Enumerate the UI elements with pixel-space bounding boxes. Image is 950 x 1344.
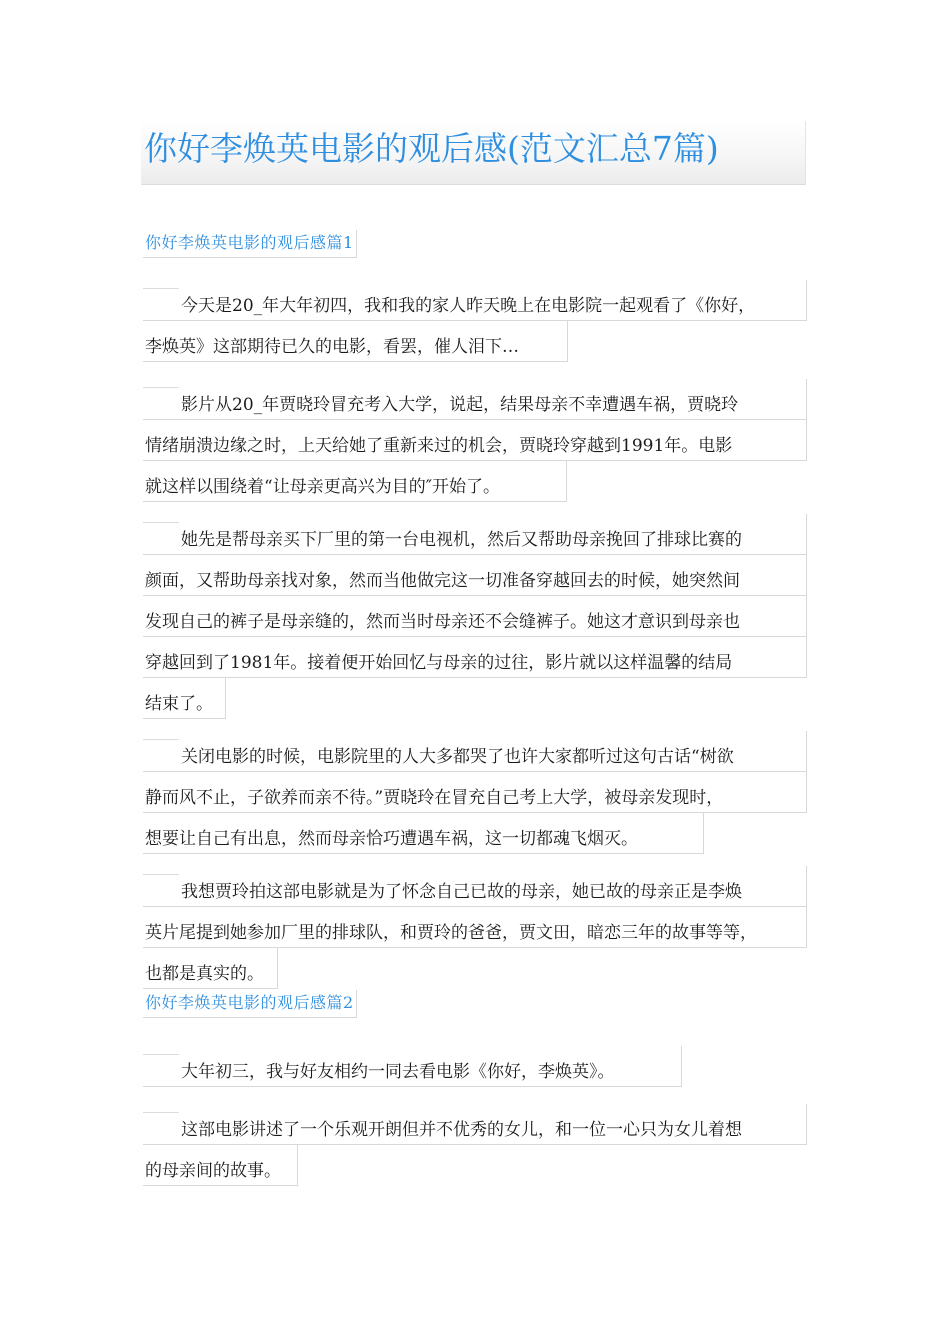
paragraph-text: 静而风不止，子欲养而亲不待。”贾晓玲在冒充自己考上大学，被母亲发现时， — [145, 788, 724, 808]
paragraph-line — [143, 772, 807, 813]
paragraph-line — [143, 280, 807, 321]
paragraph-line — [143, 321, 568, 362]
document-title-box — [141, 121, 806, 185]
paragraph-line — [143, 461, 567, 502]
paragraph — [143, 514, 808, 719]
paragraph-text: 就这样以围绕着“让母亲更高兴为目的″开始了。 — [145, 477, 501, 497]
paragraph-line — [143, 379, 807, 420]
paragraph-text: 大年初三，我与好友相约一同去看电影《你好，李焕英》。 — [181, 1062, 615, 1082]
paragraph-text: 情绪崩溃边缘之时，上天给她了重新来过的机会，贾晓玲穿越到1991年。电影 — [145, 436, 733, 456]
paragraph — [143, 731, 808, 854]
indent-marker — [143, 288, 179, 320]
indent-marker — [143, 1112, 179, 1144]
document-title: 你好李焕英电影的观后感(范文汇总7篇) — [144, 129, 719, 168]
paragraph-line — [143, 596, 807, 637]
paragraph-text: 李焕英》这部期待已久的电影，看罢，催人泪下… — [145, 337, 519, 357]
paragraph-text: 颜面，又帮助母亲找对象，然而当他做完这一切准备穿越回去的时候，她突然间 — [145, 571, 740, 591]
paragraph-line — [143, 1104, 807, 1145]
paragraph-text: 她先是帮母亲买下厂里的第一台电视机，然后又帮助母亲挽回了排球比赛的 — [181, 530, 742, 550]
paragraph-text: 我想贾玲拍这部电影就是为了怀念自己已故的母亲，她已故的母亲正是李焕 — [181, 882, 742, 902]
indent-marker — [143, 387, 179, 419]
paragraph-line — [143, 813, 704, 854]
paragraph-text: 穿越回到了1981年。接着便开始回忆与母亲的过往，影片就以这样温馨的结局 — [145, 653, 733, 673]
paragraph — [143, 1104, 808, 1186]
indent-marker — [143, 522, 179, 554]
indent-marker — [143, 874, 179, 906]
paragraph-line — [143, 420, 807, 461]
paragraph-text: 也都是真实的。 — [145, 964, 264, 984]
paragraph-text: 发现自己的裤子是母亲缝的，然而当时母亲还不会缝裤子。她这才意识到母亲也 — [145, 612, 740, 632]
paragraph-text: 关闭电影的时候，电影院里的人大多都哭了也许大家都听过这句古话“树欲 — [181, 747, 734, 767]
paragraph-text: 想要让自己有出息，然而母亲恰巧遭遇车祸，这一切都魂飞烟灭。 — [145, 829, 638, 849]
paragraph-line — [143, 637, 807, 678]
paragraph — [143, 1046, 808, 1087]
paragraph-text: 的母亲间的故事。 — [145, 1161, 281, 1181]
paragraph-line — [143, 1046, 682, 1087]
paragraph-line — [143, 514, 807, 555]
paragraph-line — [143, 866, 807, 907]
paragraph-text: 今天是20_年大年初四，我和我的家人昨天晚上在电影院一起观看了《你好， — [181, 296, 756, 316]
section-heading: 你好李焕英电影的观后感篇1 — [143, 230, 357, 258]
paragraph — [143, 379, 808, 502]
paragraph — [143, 866, 808, 989]
paragraph-line — [143, 678, 226, 719]
paragraph-text: 这部电影讲述了一个乐观开朗但并不优秀的女儿，和一位一心只为女儿着想 — [181, 1120, 742, 1140]
indent-marker — [143, 1054, 179, 1086]
indent-marker — [143, 739, 179, 771]
paragraph-text: 结束了。 — [145, 694, 213, 714]
section-heading: 你好李焕英电影的观后感篇2 — [143, 990, 357, 1018]
paragraph-line — [143, 731, 807, 772]
paragraph-text: 英片尾提到她参加厂里的排球队，和贾玲的爸爸，贾文田，暗恋三年的故事等等， — [145, 923, 757, 943]
paragraph — [143, 280, 808, 362]
paragraph-text: 影片从20_年贾晓玲冒充考入大学，说起，结果母亲不幸遭遇车祸，贾晓玲 — [181, 395, 739, 415]
paragraph-line — [143, 555, 807, 596]
paragraph-line — [143, 948, 278, 989]
paragraph-line — [143, 1145, 298, 1186]
paragraph-line — [143, 907, 807, 948]
